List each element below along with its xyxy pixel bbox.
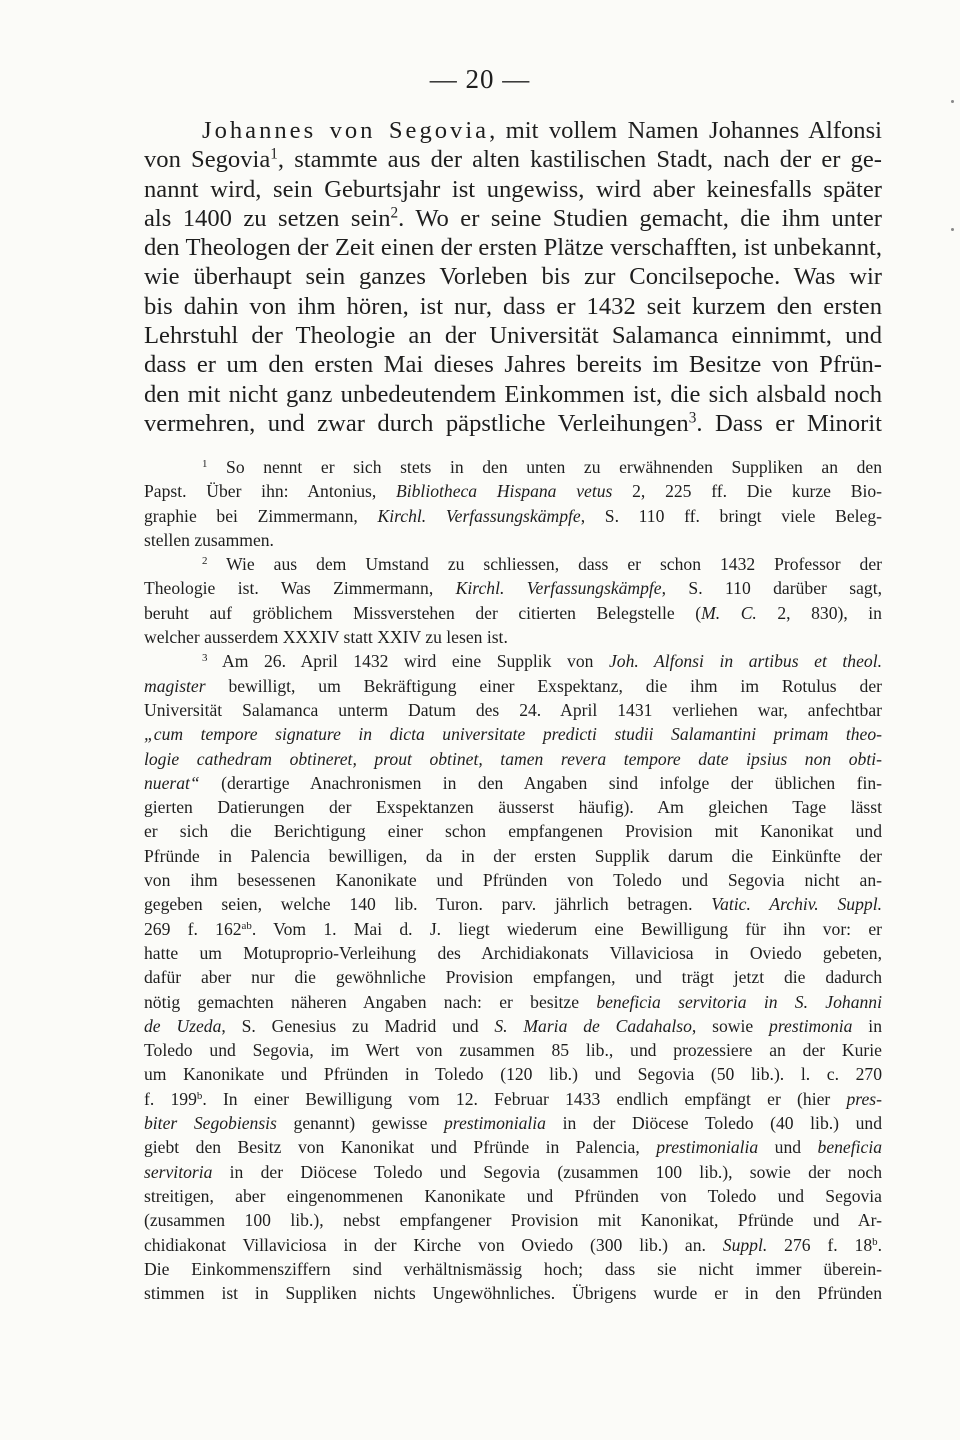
footnote-3-line: biter Segobiensis genannt) gewisse prestimonialia in der Diöcese Toledo (40 lib.) und xyxy=(144,1113,883,1134)
footnote-1-line: graphie bei Zimmermann, Kirchl. Verfassungskämpfe, S. 110 ff. bringt viele Beleg- xyxy=(144,505,883,526)
margin-speck xyxy=(951,100,954,103)
footnote-ref: 2 xyxy=(390,204,399,222)
footnote-3-line: gierten Datierungen der Exspektanzen äusserst häufig). Am gleichen Tage lässt xyxy=(144,797,882,818)
footnote-3-line: giebt den Besitz von Kanonikat und Pfründe in Palencia, prestimonialia und beneficia xyxy=(144,1137,883,1158)
footnote-3-line: dafür aber nur die gewöhnliche Provision empfangen, und trägt jetzt die dadurch xyxy=(144,967,882,988)
footnote-3-line: hatte um Motuproprio-Verleihung des Archidiakonats Villaviciosa in Oviedo gebeten, xyxy=(144,942,882,963)
text-line: als 1400 zu setzen sein$^2$. Wo er seine Studien gemacht, die ihm unter xyxy=(144,204,882,232)
footnote-3-line: gegeben seien, welche 140 lib. Turon. parv. jährlich betragen. Vatic. Archiv. Suppl. xyxy=(144,894,882,915)
page-number: — 20 — xyxy=(429,64,531,94)
footnote-3-line: nuerat“ (derartige Anachronismen in den Angaben sind infolge der üblichen fin- xyxy=(144,772,882,793)
footnote-3-line: de Uzeda, S. Genesius zu Madrid und S. Maria de Cadahalso, sowie prestimonia in xyxy=(144,1015,882,1036)
footnote-ref: 3 xyxy=(688,409,697,427)
footnote-3-line: chidiakonat Villaviciosa in der Kirche von Oviedo (300 lib.) an. Suppl. 276 f. 18$^b$. xyxy=(144,1234,883,1255)
footnote-3-line: Die Einkommensziffern sind verhältnismässig hoch; dass sie nicht immer überein- xyxy=(144,1258,882,1279)
footnote-3-line: (zusammen 100 lib.), nebst empfangener Provision mit Kanonikat, Pfründe und Ar- xyxy=(144,1210,882,1231)
text-line: Lehrstuhl der Theologie an der Universität Salamanca einnimmt, und xyxy=(144,322,882,350)
footnote-3-line: magister bewilligt, um Bekräftigung einer Exspektanz, die ihm im Rotulus der xyxy=(144,675,882,696)
footnote-1-line: $^1$ So nennt er sich stets in den unten zu erwähnenden Suppliken an den xyxy=(202,457,882,477)
text-line: bis dahin von ihm hören, ist nur, dass er 1432 seit kurzem den ersten xyxy=(144,292,882,320)
footnote-3-line: $^3$ Am 26. April 1432 wird eine Supplik von Joh. Alfonsi in artibus et theol. xyxy=(202,651,882,672)
text-line: nannt wird, sein Geburtsjahr ist ungewiss, wird aber keinesfalls später xyxy=(144,175,882,203)
footnote-2-line: $^2$ Wie aus dem Umstand zu schliessen, dass er schon 1432 Professor der xyxy=(202,554,882,575)
footnote-1-line: Papst. Über ihn: Antonius, Bibliotheca Hispana vetus 2, 225 ff. Die kurze Bio- xyxy=(144,481,882,502)
text-line: vermehren, und zwar durch päpstliche Verleihungen$^3$. Dass er Minorit xyxy=(144,409,883,437)
footnote-3-line: 269 f. $162^{ab}$. Vom 1. Mai d. J. liegt wiederum eine Bewilligung für ihn vor: er xyxy=(144,918,882,939)
footnote-3-line: von ihm besessenen Kanonikate und Pfründen von Toledo und Segovia nicht an- xyxy=(144,870,882,891)
footnote-2-line: beruht auf gröblichem Missverstehen der citierten Belegstelle (M. C. 2, 830), in xyxy=(144,602,882,623)
text-line: Johannes von Segovia, mit vollem Namen Johannes Alfonsi xyxy=(202,117,882,144)
text-line: den Theologen der Zeit einen der ersten Plätze verschafften, ist unbekannt, xyxy=(144,234,882,262)
footnote-2-line: welcher ausserdem XXXIV statt XXIV zu lesen ist. xyxy=(144,627,508,648)
text-line: dass er um den ersten Mai dieses Jahres bereits im Besitze von Pfrün- xyxy=(144,351,882,379)
footnote-3-line: Toledo und Segovia, im Wert von zusammen 85 lib., und prozessiere an der Kurie xyxy=(144,1040,882,1061)
text-line: von Segovia$^1$, stammte aus der alten kastilischen Stadt, nach der er ge- xyxy=(144,145,882,174)
footnote-3-line: „cum tempore signature in dicta universitate predicti studii Salamantini primam theo- xyxy=(144,724,882,745)
footnote-3-line: um Kanonikate und Pfründen in Toledo (120 lib.) und Segovia (50 lib.). l. c. 270 xyxy=(144,1064,882,1085)
footnote-2-line: Theologie ist. Was Zimmermann, Kirchl. Verfassungskämpfe, S. 110 darüber sagt, xyxy=(144,578,882,599)
footnote-1-line: stellen zusammen. xyxy=(144,529,274,550)
footnote-3-line: er sich die Berichtigung einer schon empfangenen Provision mit Kanonikat und xyxy=(144,821,882,842)
text-line: den mit nicht ganz unbedeutendem Einkommen ist, die sich alsbald noch xyxy=(144,380,882,408)
main-text xyxy=(144,116,882,438)
footnote-ref: 1 xyxy=(270,145,278,163)
margin-speck xyxy=(951,228,954,231)
footnote-3-line: logie cathedram obtineret, prout obtinet, tamen revera tempore date ipsius non obti- xyxy=(144,748,882,769)
footnotes xyxy=(144,455,882,1305)
footnote-3-line: nötig gemachten näheren Angaben nach: er besitze beneficia servitoria in S. Johanni xyxy=(144,991,882,1012)
text-line: wie überhaupt sein ganzes Vorleben bis zur Concilsepoche. Was wir xyxy=(144,263,882,291)
footnote-3-line: Universität Salamanca unterm Datum des 24. April 1431 verliehen war, anfechtbar xyxy=(144,699,882,720)
footnote-3-line: f. 199$^b$. In einer Bewilligung vom 12. Februar 1433 endlich empfängt er (hier pres- xyxy=(144,1088,883,1109)
footnote-3-line: Pfründe in Palencia bewilligen, da in der ersten Supplik darum die Einkünfte der xyxy=(144,845,882,866)
footnote-3-line: stimmen ist in Suppliken nichts Ungewöhnliches. Übrigens wurde er in den Pfründen xyxy=(144,1283,882,1304)
footnote-3-line: servitoria in der Diöcese Toledo und Segovia (zusammen 100 lib.), sowie der noch xyxy=(144,1161,882,1182)
footnote-3-line: streitigen, aber eingenommenen Kanonikate und Pfründen von Toledo und Segovia xyxy=(144,1185,882,1206)
